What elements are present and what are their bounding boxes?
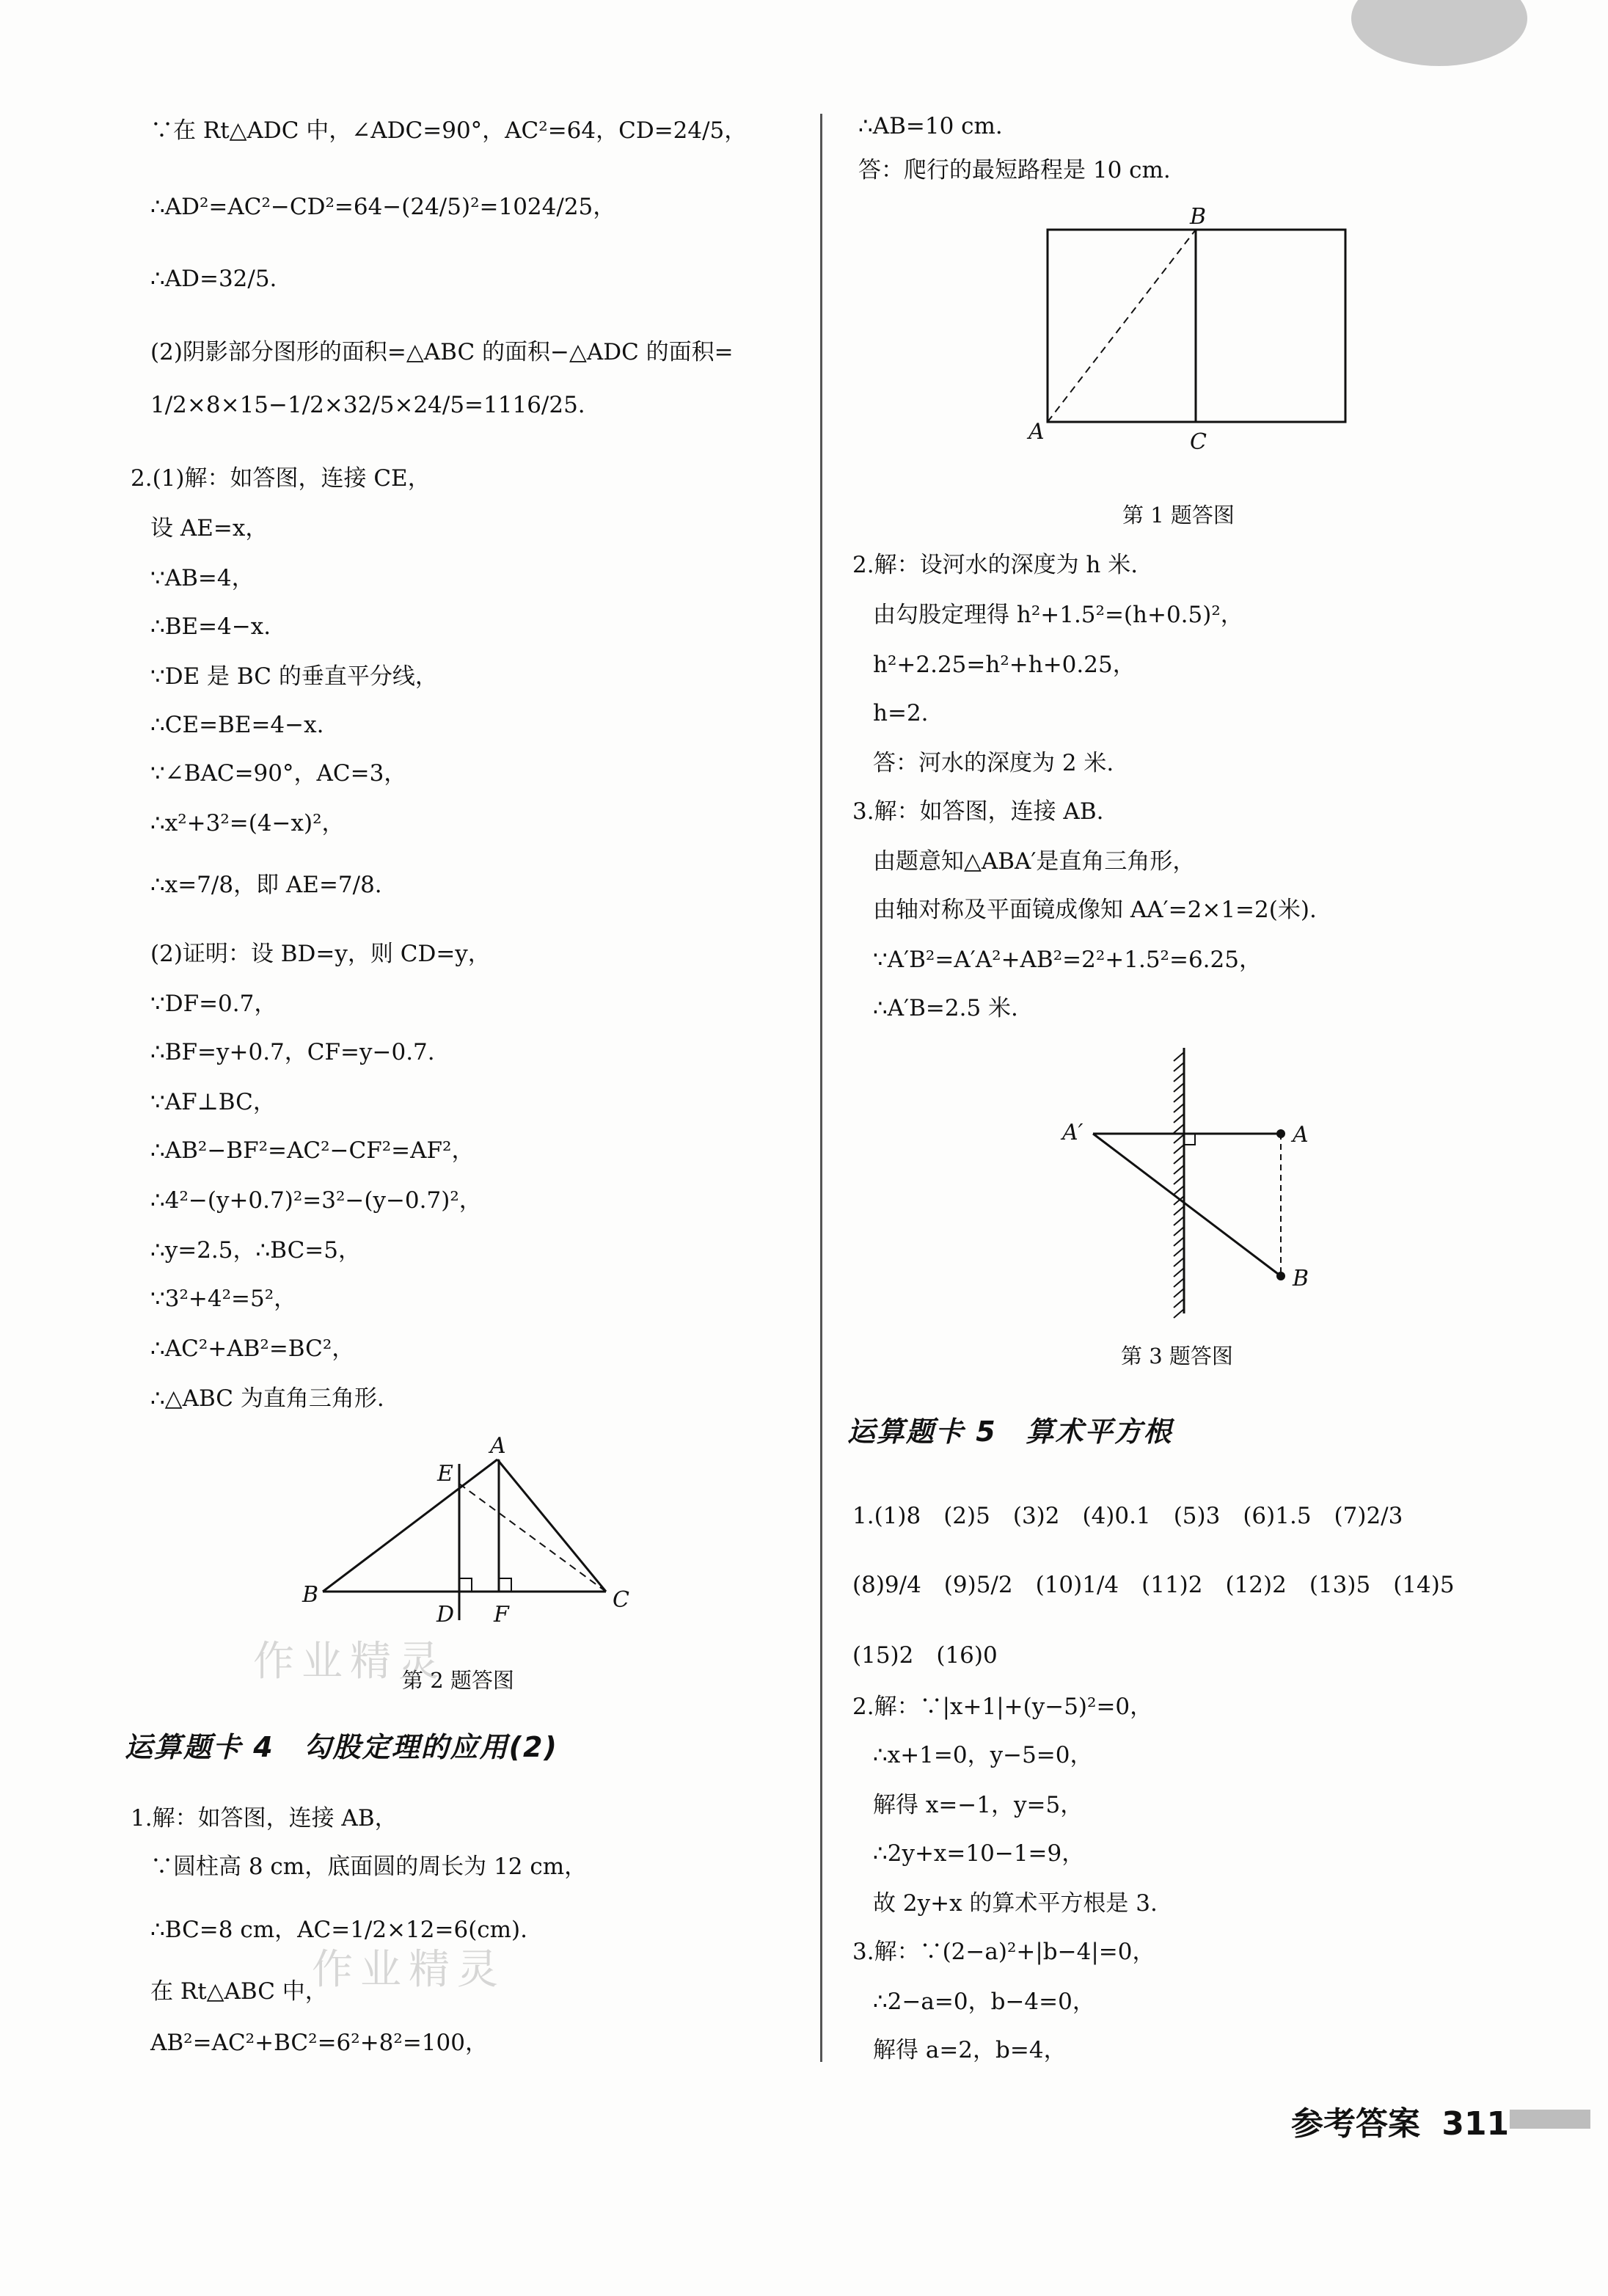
mirror-hatch-line	[1174, 1073, 1184, 1082]
text-line: 答：爬行的最短路程是 10 cm.	[858, 157, 1171, 183]
text-line: ∴y=2.5，∴BC=5，	[150, 1237, 362, 1264]
label-a-prime: A′	[1062, 1120, 1083, 1145]
mirror-hatch-line	[1174, 1052, 1184, 1061]
text-line: AB²=AC²+BC²=6²+8²=100，	[150, 2030, 488, 2056]
mirror-hatch-line	[1174, 1063, 1184, 1071]
text-line: ∵3²+4²=5²，	[150, 1286, 297, 1312]
text-line: 答：河水的深度为 2 米.	[873, 750, 1114, 776]
mirror-hatch-line	[1174, 1093, 1184, 1102]
text-line: 1.(1)8 (2)5 (3)2 (4)0.1 (5)3 (6)1.5 (7)2/3	[852, 1503, 1403, 1529]
mirror-hatch-line	[1174, 1186, 1184, 1195]
text-line: (2)证明：设 BD=y，则 CD=y，	[150, 941, 491, 967]
text-line: ∵A′B²=A′A²+AB²=2²+1.5²=6.25，	[873, 947, 1262, 973]
text-line: ∴4²−(y+0.7)²=3²−(y−0.7)²，	[150, 1187, 482, 1214]
section-5-title: 运算题卡 5 算术平方根	[847, 1415, 1173, 1448]
text-line: 解得 a=2，b=4，	[873, 2037, 1067, 2063]
mirror-hatch-line	[1174, 1145, 1184, 1154]
watermark: 作业精灵	[253, 1638, 447, 1685]
text-line: 2.解：设河水的深度为 h 米.	[852, 552, 1139, 578]
text-line: (8)9/4 (9)5/2 (10)1/4 (11)2 (12)2 (13)5 (14)5	[852, 1572, 1455, 1598]
label-b: B	[1293, 1266, 1309, 1291]
text-line: 3.解：∵(2−a)²+|b−4|=0，	[852, 1939, 1155, 1965]
mirror-hatch-line	[1174, 1227, 1184, 1236]
text-line: 3.解：如答图，连接 AB.	[852, 798, 1104, 825]
text-line: 解得 x=−1，y=5，	[873, 1792, 1083, 1818]
mirror-hatch-line	[1174, 1258, 1184, 1267]
text-line: ∵DF=0.7，	[150, 991, 277, 1017]
text-line: ∴AC²+AB²=BC²，	[150, 1335, 355, 1362]
text-line: ∴AB=10 cm.	[858, 113, 1003, 139]
mirror-hatch-line	[1174, 1155, 1184, 1164]
text-line: ∴CE=BE=4−x.	[150, 712, 324, 738]
label-a: A	[1028, 419, 1045, 445]
text-line: 1.解：如答图，连接 AB，	[131, 1805, 398, 1832]
text-line: 故 2y+x 的算术平方根是 3.	[873, 1890, 1158, 1917]
mirror-hatch-line	[1174, 1104, 1184, 1112]
text-line: 由题意知△ABA′是直角三角形，	[873, 848, 1196, 875]
text-line: ∵AB=4，	[150, 565, 255, 591]
page-number: 311	[1441, 2105, 1510, 2143]
mirror-hatch-line	[1174, 1278, 1184, 1287]
figure-2-caption: 第 2 题答图	[402, 1668, 514, 1693]
text-line: ∴BC=8 cm，AC=1/2×12=6(cm).	[150, 1917, 527, 1943]
footer-title: 参考答案	[1291, 2105, 1420, 2143]
text-line: 由轴对称及平面镜成像知 AA′=2×1=2(米).	[873, 897, 1317, 923]
text-line: ∴2−a=0，b−4=0，	[873, 1989, 1095, 2015]
mirror-hatch-line	[1174, 1114, 1184, 1123]
text-line: ∴AD=32/5.	[150, 266, 277, 292]
text-line: ∴△ABC 为直角三角形.	[150, 1385, 384, 1412]
mirror-hatch-line	[1174, 1176, 1184, 1184]
label-a: A	[490, 1433, 506, 1459]
label-e: E	[437, 1461, 453, 1487]
text-line: 2.(1)解：如答图，连接 CE，	[131, 465, 431, 492]
mirror-hatch-line	[1174, 1247, 1184, 1256]
label-f: F	[494, 1602, 509, 1628]
label-a: A	[1293, 1122, 1309, 1148]
mirror-hatch-line	[1174, 1124, 1184, 1133]
text-line: 在 Rt△ABC 中，	[150, 1978, 328, 2005]
figure-1-caption: 第 1 题答图	[1122, 503, 1235, 528]
section-4-title: 运算题卡 4 勾股定理的应用(2)	[125, 1731, 558, 1763]
text-line: ∴BE=4−x.	[150, 613, 271, 640]
watermark: 作业精灵	[312, 1946, 505, 1994]
mirror-hatch-line	[1174, 1299, 1184, 1308]
text-line: 1/2×8×15−1/2×32/5×24/5=1116/25.	[150, 392, 585, 418]
mirror-hatch-line	[1174, 1237, 1184, 1246]
text-line: ∵圆柱高 8 cm，底面圆的周长为 12 cm，	[150, 1854, 588, 1880]
mirror-hatch-line	[1174, 1309, 1184, 1318]
text-line: ∴x²+3²=(4−x)²，	[150, 810, 345, 837]
label-c: C	[1190, 429, 1207, 455]
text-line: ∵AF⊥BC，	[150, 1089, 276, 1115]
text-line: ∵∠BAC=90°，AC=3，	[150, 760, 407, 787]
text-line: (2)阴影部分图形的面积=△ABC 的面积−△ADC 的面积=	[150, 339, 734, 365]
mirror-hatch-line	[1174, 1083, 1184, 1092]
mirror-hatch-line	[1174, 1268, 1184, 1277]
column-divider	[820, 114, 822, 2062]
text-line: h²+2.25=h²+h+0.25，	[873, 652, 1136, 678]
text-line: 设 AE=x，	[150, 515, 268, 542]
mirror-hatch-line	[1174, 1217, 1184, 1225]
figure-2-triangle	[150, 1424, 811, 1761]
label-b: B	[1190, 204, 1207, 230]
text-line: ∴BF=y+0.7，CF=y−0.7.	[150, 1039, 435, 1065]
mirror-hatch-line	[1174, 1206, 1184, 1215]
text-line: ∵DE 是 BC 的垂直平分线，	[150, 663, 438, 690]
mirror-hatch-line	[1174, 1134, 1184, 1143]
text-line: (15)2 (16)0	[852, 1642, 998, 1669]
label-d: D	[436, 1602, 455, 1628]
text-line: ∴2y+x=10−1=9，	[873, 1840, 1085, 1867]
label-b: B	[302, 1582, 319, 1608]
figure-3-caption: 第 3 题答图	[1121, 1344, 1233, 1369]
footer	[1291, 2097, 1509, 2144]
text-line: h=2.	[873, 700, 929, 726]
mirror-hatch-line	[1174, 1165, 1184, 1174]
text-line: 2.解：∵|x+1|+(y−5)²=0，	[852, 1694, 1153, 1720]
text-line: ∴AD²=AC²−CD²=64−(24/5)²=1024/25，	[150, 194, 616, 220]
label-c: C	[613, 1587, 629, 1613]
text-line: ∴x=7/8，即 AE=7/8.	[150, 872, 382, 898]
text-line: ∴A′B=2.5 米.	[873, 995, 1018, 1021]
mirror-hatch-line	[1174, 1289, 1184, 1297]
text-line: ∴x+1=0，y−5=0，	[873, 1742, 1093, 1768]
text-line: 由勾股定理得 h²+1.5²=(h+0.5)²，	[873, 602, 1243, 628]
footer-bar	[1510, 2110, 1590, 2129]
text-line: ∵在 Rt△ADC 中，∠ADC=90°，AC²=64，CD=24/5，	[150, 117, 748, 144]
text-line: ∴AB²−BF²=AC²−CF²=AF²，	[150, 1137, 475, 1164]
